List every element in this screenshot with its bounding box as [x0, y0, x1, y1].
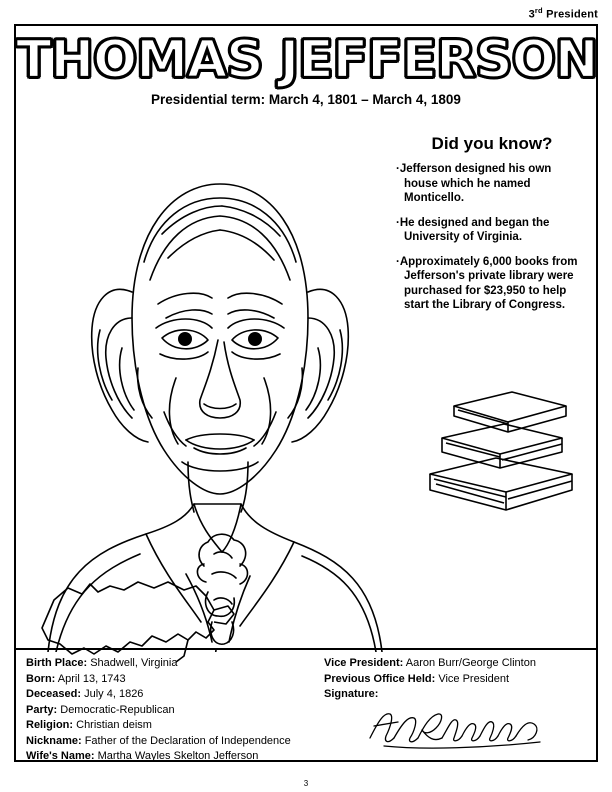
page-border-frame — [14, 24, 598, 762]
title-block — [16, 32, 596, 107]
president-ordinal-number: 3 — [528, 8, 535, 21]
fact-row-vice-president — [324, 656, 589, 672]
fact-row-born — [26, 672, 316, 688]
did-you-know-box — [396, 134, 588, 323]
did-you-know-list — [396, 162, 588, 313]
did-you-know-item: · Approximately 6,000 books from Jefferson's private library were purchased for $23,950 to help start the Library of Congress. — [396, 255, 588, 313]
fact-row-nickname — [26, 734, 316, 750]
fact-label: Deceased: — [26, 688, 82, 700]
fact-box — [16, 648, 596, 760]
fact-value: Shadwell, Virginia — [90, 657, 178, 669]
fact-label: Party: — [26, 703, 58, 716]
fact-value: Father of the Declaration of Independence — [84, 734, 291, 747]
fact-row-signature — [324, 687, 589, 703]
fact-value: July 4, 1826 — [84, 688, 144, 700]
fact-row-birth-place — [26, 656, 316, 672]
fact-label: Birth Place: — [26, 657, 88, 669]
page-number: 3 — [303, 779, 309, 788]
did-you-know-heading: Did you know? — [431, 134, 553, 153]
fact-row-previous-office — [324, 672, 589, 688]
president-word: President — [546, 8, 598, 21]
fact-value: Martha Wayles Skelton Jefferson — [97, 750, 259, 762]
signature-illustration — [364, 704, 554, 752]
page-title: THOMAS JEFFERSON — [16, 30, 598, 90]
fact-label: Religion: — [26, 719, 74, 731]
fact-value: Christian deism — [76, 719, 152, 731]
did-you-know-item: · Jefferson designed his own house which he named Monticello. — [396, 162, 588, 206]
president-ordinal-suffix: rd — [534, 6, 543, 15]
fact-value: Aaron Burr/George Clinton — [405, 657, 536, 669]
fact-label: Nickname: — [26, 734, 82, 747]
fact-row-wifes-name — [26, 749, 316, 765]
fact-label: Signature: — [324, 688, 379, 700]
facts-left-column — [26, 656, 316, 765]
fact-label: Born: — [26, 672, 56, 685]
fact-label: Vice President: — [324, 657, 404, 669]
did-you-know-item: · He designed and began the University of Virginia. — [396, 216, 588, 245]
fact-row-religion — [26, 718, 316, 734]
president-ordinal-label — [529, 6, 598, 21]
fact-value: April 13, 1743 — [57, 672, 126, 685]
fact-value: Vice President — [438, 672, 510, 685]
fact-label: Previous Office Held: — [324, 672, 436, 685]
presidential-term: Presidential term: March 4, 1801 – March 4, 1809 — [151, 92, 461, 107]
fact-row-party — [26, 703, 316, 719]
fact-value: Democratic-Republican — [60, 703, 175, 716]
fact-label: Wife's Name: — [26, 750, 95, 762]
fact-row-deceased — [26, 687, 316, 703]
facts-right-column — [324, 656, 589, 703]
books-illustration — [416, 386, 586, 521]
